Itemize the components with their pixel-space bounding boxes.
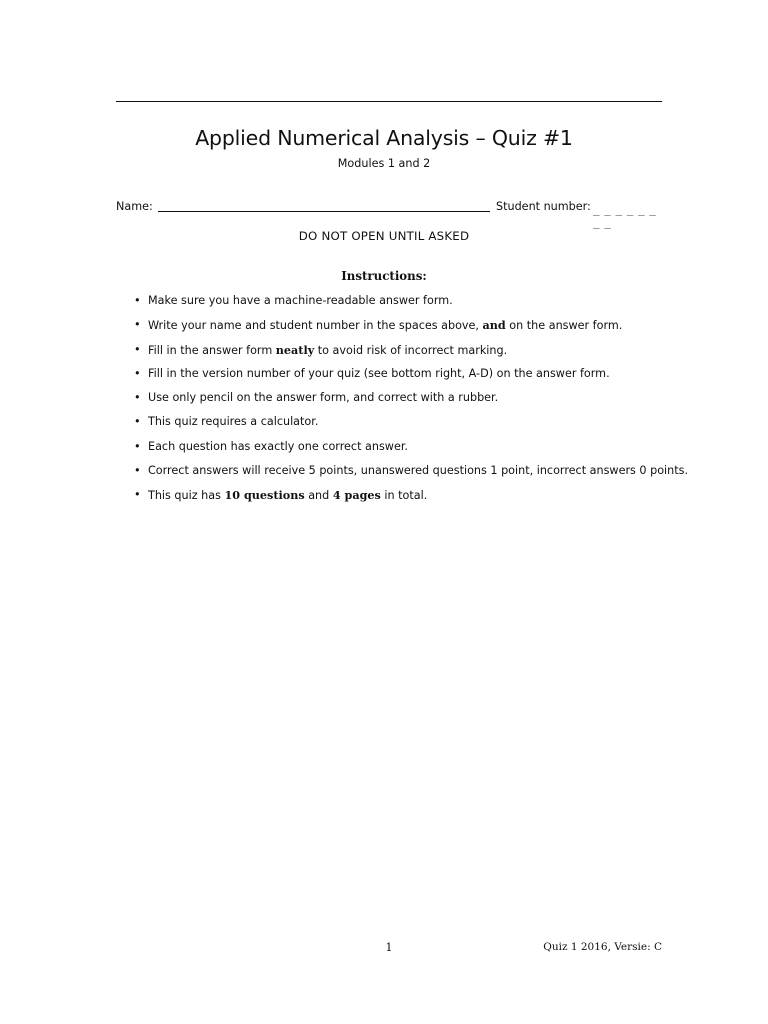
instruction-text: Make sure you have a machine-readable answer form. <box>148 294 453 307</box>
instructions-heading: Instructions: <box>341 269 427 283</box>
bullet-icon: • <box>134 415 141 429</box>
instruction-text: Each question has exactly one correct answer. <box>148 439 408 453</box>
instruction-text: Fill in the answer form <box>148 343 276 357</box>
document-subtitle: Modules 1 and 2 <box>337 157 431 170</box>
instruction-text: on the answer form. <box>505 319 623 333</box>
instruction-item <box>134 440 694 464</box>
instruction-text: Correct answers will receive 5 points, unanswered questions 1 point, incorrect answers 0 points. <box>148 464 689 478</box>
bullet-icon: • <box>134 439 141 453</box>
instruction-text: This quiz requires a calculator. <box>148 415 319 429</box>
student-number-label: Student number: <box>496 200 591 213</box>
instruction-text: in total. <box>380 489 428 503</box>
instruction-item <box>134 415 694 439</box>
bullet-icon: • <box>134 318 141 332</box>
do-not-open-notice: DO NOT OPEN UNTIL ASKED <box>298 229 470 243</box>
document-title: Applied Numerical Analysis – Quiz #1 <box>195 126 573 150</box>
bullet-icon: • <box>134 464 141 478</box>
name-field-line <box>158 211 490 212</box>
bullet-icon: • <box>134 488 141 502</box>
instruction-item <box>134 318 694 342</box>
bullet-icon: • <box>134 294 141 307</box>
name-label: Name: <box>116 200 153 213</box>
instruction-item <box>134 464 694 488</box>
quiz-version-label: Quiz 1 2016, Versie: C <box>543 941 662 953</box>
student-number-blanks: _ _ _ _ _ _ _ _ <box>593 203 655 229</box>
instruction-item <box>134 343 694 367</box>
instruction-emphasis: neatly <box>275 342 315 357</box>
instruction-text: This quiz has <box>148 489 225 503</box>
instruction-emphasis: and <box>482 318 506 333</box>
instruction-emphasis: 4 pages <box>332 488 381 503</box>
instruction-emphasis: 10 questions <box>224 488 305 503</box>
instruction-text: and <box>304 489 333 503</box>
instruction-item <box>134 391 694 415</box>
instructions-list <box>134 294 694 513</box>
instruction-text: Use only pencil on the answer form, and correct with a rubber. <box>148 391 499 405</box>
instruction-item <box>134 294 694 318</box>
top-rule <box>116 101 662 102</box>
identification-row <box>116 200 662 229</box>
instruction-text: Write your name and student number in the spaces above, <box>148 319 483 333</box>
instruction-text: Fill in the version number of your quiz (see bottom right, A-D) on the answer form. <box>148 366 610 380</box>
bullet-icon: • <box>134 366 141 380</box>
bullet-icon: • <box>134 391 141 405</box>
instruction-item <box>134 367 694 391</box>
instruction-text: to avoid risk of incorrect marking. <box>314 343 508 357</box>
page-number: 1 <box>385 941 393 954</box>
instruction-item <box>134 488 694 512</box>
bullet-icon: • <box>134 342 141 356</box>
